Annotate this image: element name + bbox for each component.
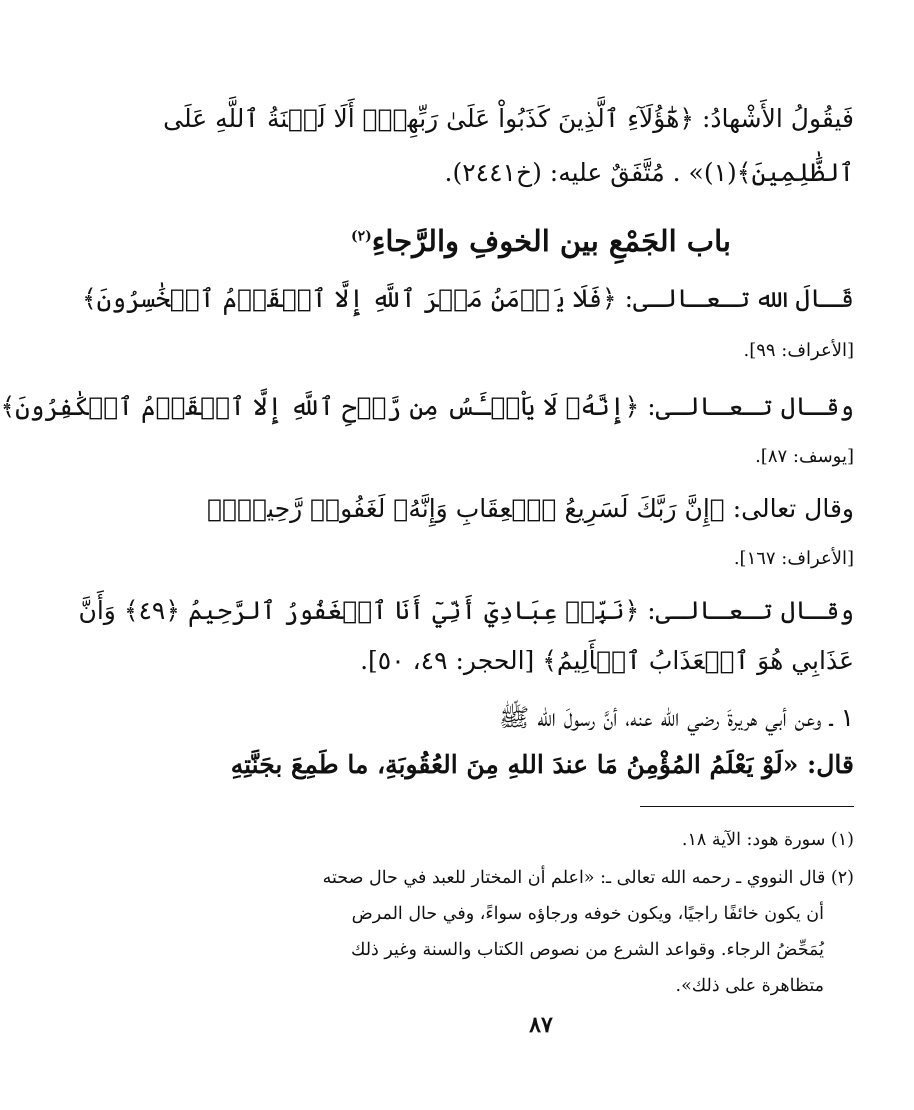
verse-reference-3: [الأعراف: ١٦٧]. <box>733 548 854 569</box>
hadith-line-1: ١ ـ وعن أبي هريرةَ رضي الله عنه، أنَّ رسولَ الله ﷺ <box>498 703 854 732</box>
verse-line-3: وقال تعالى: ﴿إِنَّ رَبَّكَ لَسَرِيعُ ٱلۡعِقَابِ وَإِنَّهُۥ لَغَفُورٞ رَّحِيمُۢ﴾ <box>207 494 854 523</box>
footnote-ref-2: (٢) <box>350 228 372 245</box>
verse-reference-2: [يوسف: ٨٧]. <box>755 446 854 467</box>
text-line-1: فَيقُولُ الأَشْهادُ: ﴿هَٰٓؤُلَآءِ ٱلَّذِينَ كَذَبُواْ عَلَىٰ رَبِّهِمْۚ أَلَا لَعۡنَةُ ٱللَّهِ عَلَى <box>163 104 854 133</box>
footnote-2-line-4: متظاهرة على ذلك». <box>675 976 824 996</box>
verse-line-2: وقـال تـعـالـى: ﴿إِنَّهُۥ لَا يَاْيۡـَٔسُ مِن رَّوۡحِ ٱللَّهِ إِلَّا ٱلۡقَوۡمُ ٱلۡكَٰفِرُونَ﴾ <box>0 392 854 421</box>
section-heading <box>228 224 854 258</box>
verse-line-4a: وقـال تـعـالـى: ﴿نَبِّئۡ عِبَادِيٓ أَنِّيٓ أَنَا ٱلۡغَفُورُ ٱلرَّحِيمُ ﴿٤٩﴾ وَأَنَّ <box>78 596 854 625</box>
text-line-2: ٱلظَّٰلِمِينَ﴾(١)» . مُتَّفَقٌ عليه: (خ٢٤٤١). <box>444 158 854 187</box>
hadith-line-2: قال: «لَوْ يَعْلَمُ المُؤْمِنُ مَا عندَ اللهِ مِنَ العُقُوبَةِ، ما طَمِعَ بجَنَّتِهِ <box>230 750 854 779</box>
footnote-2-line-3: يُمَحِّضُ الرجاء. وقواعد الشرع من نصوص الكتاب والسنة وغير ذلك <box>350 940 824 960</box>
verse-line-1: قَـالَ الله تـعـالـى: ﴿فَلَا يَأۡمَنُ مَكۡرَ ٱللَّهِ إِلَّا ٱلۡقَوۡمُ ٱلۡخَٰسِرُونَ﴾ <box>82 284 854 313</box>
verse-line-4b: عَذَابِي هُوَ ٱلۡعَذَابُ ٱلۡأَلِيمُ﴾ [الحجر: ٤٩، ٥٠]. <box>360 646 854 675</box>
section-heading-text: باب الجَمْعِ بين الخوفِ والرَّجاءِ <box>371 224 732 258</box>
footnote-divider <box>640 806 854 807</box>
footnote-1: (١) سورة هود: الآية ١٨. <box>681 830 854 850</box>
footnote-2-line-2: أن يكون خائفًا راجيًا، ويكون خوفه ورجاؤه سواءً، وفي حال المرض <box>351 904 824 924</box>
page-number: ٨٧ <box>529 1012 553 1038</box>
verse-reference-1: [الأعراف: ٩٩]. <box>743 340 854 361</box>
footnote-2-line-1: (٢) قال النووي ـ رحمه الله تعالى ـ: «اعلم أن المختار للعبد في حال صحته <box>322 868 854 888</box>
